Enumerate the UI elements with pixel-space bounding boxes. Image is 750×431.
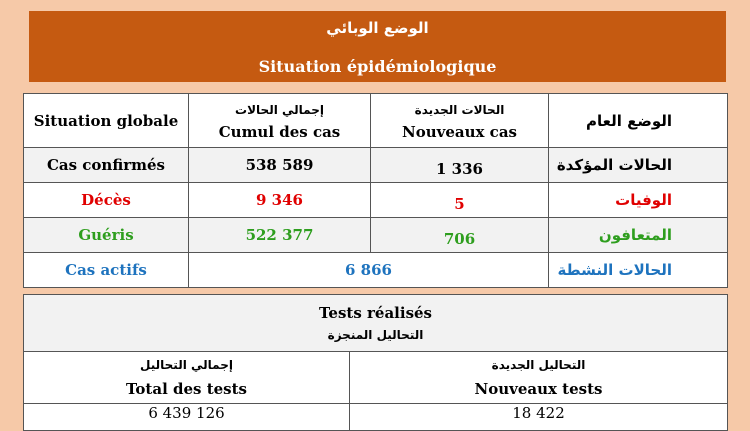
col-nouveaux-ar: الحالات الجديدة [414,103,505,117]
col-situation-ar: الوضع العام [549,94,728,148]
row-deces [24,183,728,218]
col-nouveaux-tests-fr: Nouveaux tests [474,379,603,398]
value-cumul-deces: 9 346 [189,183,371,218]
value-nouveaux-deces: 5 [371,183,549,218]
col-nouveaux-tests [350,352,728,404]
row-cas-actifs [24,253,728,288]
value-nouveaux-gueris: 706 [371,218,549,253]
col-cumul-cas [189,94,371,148]
label-ar-confirmes: الحالات المؤكدة [549,148,728,183]
value-total-tests: 6 439 126 [24,404,350,431]
label-ar-deces: الوفيات [549,183,728,218]
col-cumul-ar: إجمالي الحالات [235,103,324,117]
header-title-fr: Situation épidémiologique [258,57,497,76]
tests-values-row [24,404,728,431]
value-nouveaux-confirmes: 1 336 [371,148,549,183]
label-ar-gueris: المتعافون [549,218,728,253]
tests-title [24,295,728,352]
tests-header-row [24,352,728,404]
label-gueris: Guéris [24,218,189,253]
col-nouveaux-fr: Nouveaux cas [402,123,517,141]
tests-title-ar: التحاليل المنجزة [327,328,424,342]
value-cumul-gueris: 522 377 [189,218,371,253]
value-cumul-confirmes: 538 589 [189,148,371,183]
header-title-ar: الوضع الوبائي [326,19,429,37]
label-ar-cas-actifs: الحالات النشطة [549,253,728,288]
col-situation-globale: Situation globale [24,94,189,148]
col-total-tests [24,352,350,404]
page-header [29,11,726,82]
cases-header-row [24,94,728,148]
cases-table [23,93,728,288]
value-cas-actifs: 6 866 [189,253,549,288]
value-nouveaux-tests: 18 422 [350,404,728,431]
label-deces: Décès [24,183,189,218]
col-total-tests-ar: إجمالي التحاليل [140,357,233,372]
col-total-tests-fr: Total des tests [125,379,247,398]
row-cas-confirmes [24,148,728,183]
col-cumul-fr: Cumul des cas [218,123,341,141]
row-gueris [24,218,728,253]
tests-table [23,294,728,431]
label-cas-actifs: Cas actifs [24,253,189,288]
col-nouveaux-cas [371,94,549,148]
label-cas-confirmes: Cas confirmés [24,148,189,183]
col-nouveaux-tests-ar: التحاليل الجديدة [491,357,586,372]
tests-title-fr: Tests réalisés [318,304,433,322]
